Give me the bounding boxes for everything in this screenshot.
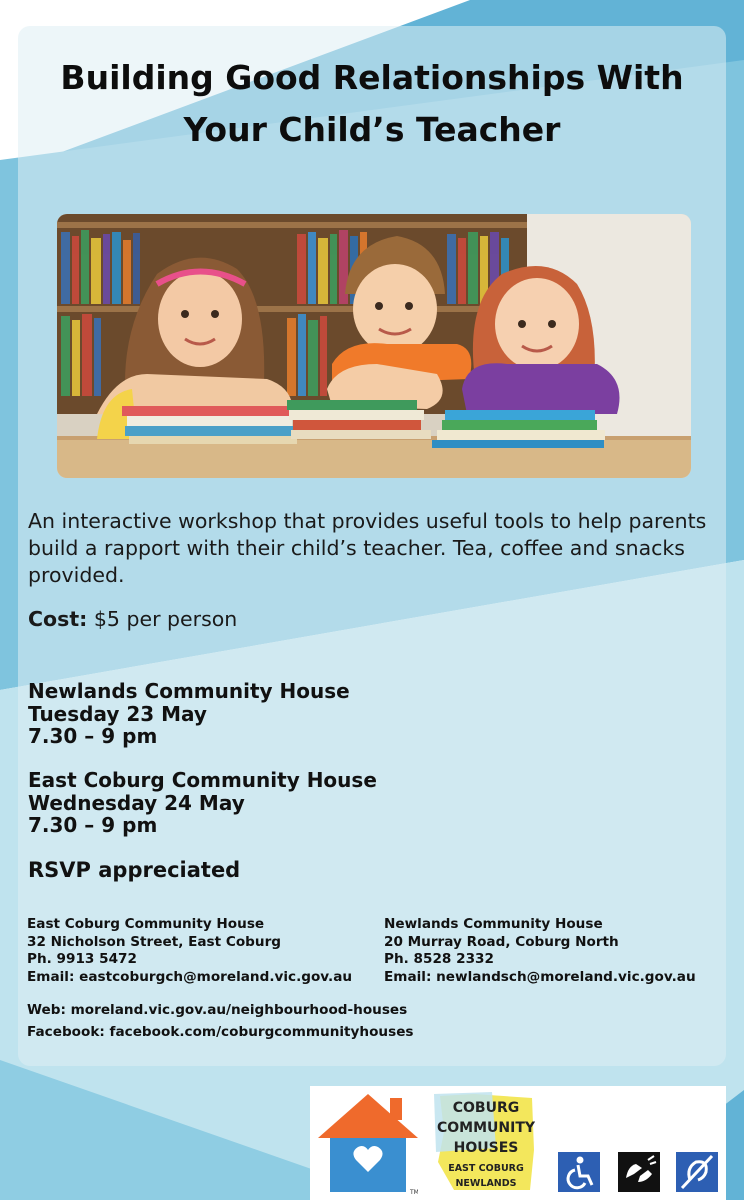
contact-address: 20 Murray Road, Coburg North [384, 933, 619, 950]
session-venue: East Coburg Community House [28, 768, 377, 792]
session-venue: Newlands Community House [28, 679, 350, 703]
cost-value: $5 per person [87, 607, 238, 631]
title-line-2: Your Child’s Teacher [183, 110, 561, 149]
contact-east-coburg [27, 916, 352, 986]
session-newlands [28, 680, 350, 748]
contact-phone: Ph. 8528 2332 [384, 951, 494, 967]
hearing-loop-icon [676, 1152, 718, 1192]
contact-name: East Coburg Community House [27, 916, 265, 932]
logo-line-4: EAST COBURG [448, 1163, 524, 1174]
footer-logos [310, 1086, 726, 1200]
contact-email[interactable]: Email: eastcoburgch@moreland.vic.gov.au [27, 968, 353, 985]
session-east-coburg [28, 769, 377, 837]
wheelchair-access-icon [558, 1152, 600, 1192]
children-with-books-photo [57, 214, 691, 478]
session-date: Wednesday 24 May [28, 790, 245, 815]
session-date: Tuesday 23 May [28, 701, 207, 726]
page-title [18, 52, 726, 156]
session-time: 7.30 – 9 pm [28, 813, 158, 837]
contact-phone: Ph. 9913 5472 [27, 951, 137, 967]
website-link[interactable]: Web: moreland.vic.gov.au/neighbourhood-houses [27, 1002, 408, 1018]
workshop-description: An interactive workshop that provides useful tools to help parents build a rapport with their child’s teacher. Tea, coffee and snacks provided. [28, 509, 707, 587]
contact-email[interactable]: Email: newlandsch@moreland.vic.gov.au [384, 968, 696, 985]
session-time: 7.30 – 9 pm [28, 724, 158, 748]
rsvp-note: RSVP appreciated [28, 858, 241, 882]
contact-name: Newlands Community House [384, 916, 603, 932]
logo-line-1: COBURG [452, 1100, 520, 1116]
web-links [27, 999, 414, 1043]
cost-label: Cost: [28, 607, 88, 631]
coburg-community-houses-logo [434, 1092, 538, 1192]
logo-line-5: NEWLANDS [455, 1178, 517, 1189]
house-heart-logo-icon [318, 1090, 418, 1200]
svg-text:TM: TM [410, 1189, 418, 1196]
title-line-1: Building Good Relationships With [60, 58, 684, 97]
contact-newlands [384, 916, 696, 986]
logo-line-3: HOUSES [453, 1140, 519, 1156]
logo-line-2: COMMUNITY [436, 1120, 536, 1136]
sign-language-icon [618, 1152, 660, 1192]
contact-address: 32 Nicholson Street, East Coburg [27, 933, 282, 950]
cost-line [28, 607, 237, 631]
facebook-link[interactable]: Facebook: facebook.com/coburgcommunityhouses [27, 1024, 414, 1040]
